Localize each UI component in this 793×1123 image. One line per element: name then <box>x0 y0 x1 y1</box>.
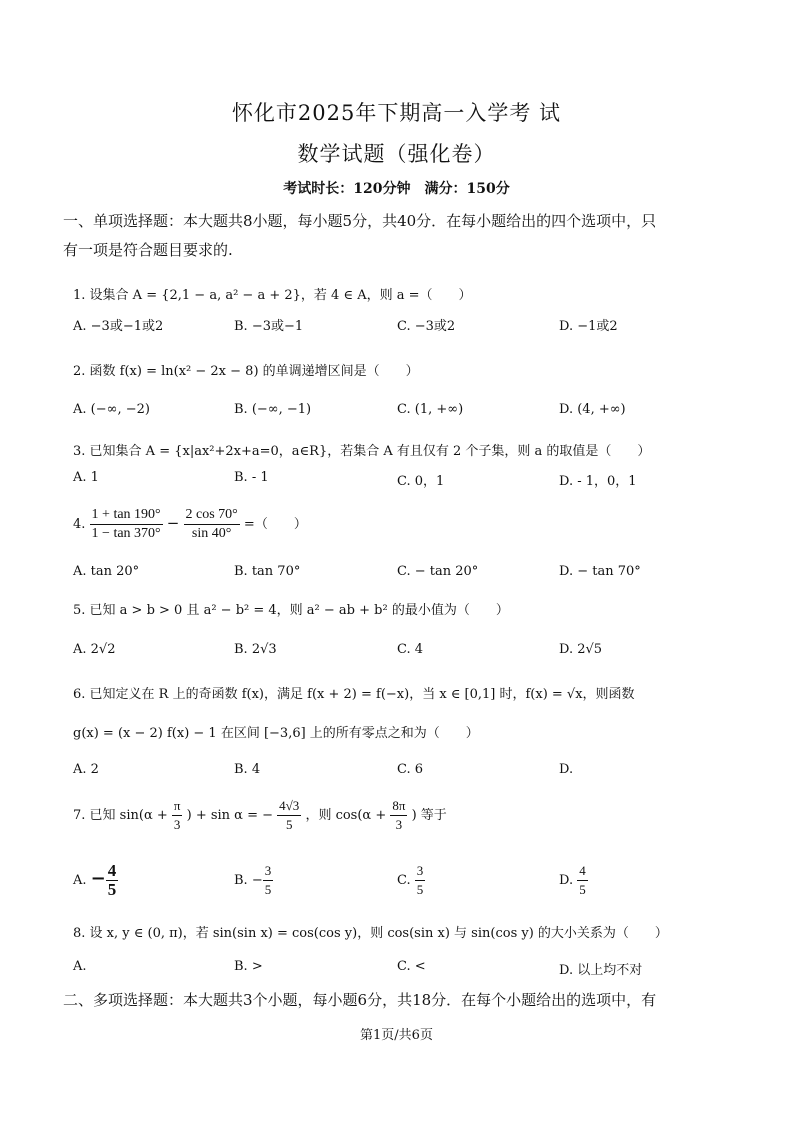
section1-heading-line1: 一、单项选择题：本大题共8小题，每小题5分，共40分．在每小题给出的四个选项中，只 <box>63 212 657 230</box>
question-4-number: 4. <box>73 517 86 532</box>
question-7-fraction-1 <box>172 797 183 834</box>
question-8-option-c: C. < <box>397 959 426 974</box>
question-4-option-d: D. − tan 70° <box>559 564 641 579</box>
question-7-option-a-denominator: 5 <box>107 880 117 899</box>
exam-title: 怀化市2025年下期高一入学考 试 <box>231 101 562 125</box>
question-7-fraction-1-numerator: π <box>172 797 183 816</box>
question-7-option-a-label: A. <box>73 873 87 888</box>
question-3-stem: 3. 已知集合 A = {x|ax²+2x+a=0，a∈R}，若集合 A 有且仅有 2 个子集，则 a 的取值是（ ） <box>73 444 651 459</box>
question-4-stem <box>73 506 307 543</box>
question-4-suffix: =（ ） <box>243 517 307 532</box>
question-5-option-c: C. 4 <box>397 642 424 657</box>
question-6-option-a: A. 2 <box>73 762 99 777</box>
question-3-option-a: A. 1 <box>73 470 99 485</box>
exam-info: 考试时长：120分钟 满分：150分 <box>283 181 510 197</box>
question-7-prefix: 7. 已知 sin(α + <box>73 808 168 823</box>
question-7-suffix: ) 等于 <box>411 808 447 823</box>
question-7-option-c-numerator: 3 <box>415 862 426 881</box>
question-6-option-c: C. 6 <box>397 762 424 777</box>
question-1-option-c: C. −3或2 <box>397 319 456 334</box>
question-7-stem <box>73 797 447 834</box>
question-6-stem-line2: g(x) = (x − 2) f(x) − 1 在区间 [−3,6] 上的所有零点之和为（ ） <box>73 726 479 741</box>
question-1-stem: 1. 设集合 A = {2,1 − a, a² − a + 2}，若 4 ∈ A，则 a =（ ） <box>73 288 472 303</box>
question-1-option-a: A. −3或−1或2 <box>73 319 164 334</box>
minus-sign: − <box>166 514 180 532</box>
question-8-stem: 8. 设 x, y ∈ (0, π)，若 sin(sin x) = cos(cos y)，则 cos(sin x) 与 sin(cos y) 的大小关系为（ ） <box>73 926 668 941</box>
question-2-option-c: C. (1, +∞) <box>397 402 464 417</box>
question-6-option-b: B. 4 <box>234 762 261 777</box>
question-1-option-b: B. −3或−1 <box>234 319 304 334</box>
question-4-fraction-1-denominator: 1 − tan 370° <box>91 526 161 541</box>
question-7-mid: ) + sin α = − <box>186 808 274 823</box>
question-7-option-a-sign: − <box>90 868 106 889</box>
question-7-option-c-label: C. <box>397 873 411 888</box>
question-7-option-b-sign: − <box>251 873 263 888</box>
question-7-option-a-fraction <box>106 862 119 899</box>
question-2-option-d: D. (4, +∞) <box>559 402 626 417</box>
question-7-fraction-1-denominator: 3 <box>173 817 181 832</box>
question-7-option-d-fraction <box>577 862 588 899</box>
question-2-option-b: B. (−∞, −1) <box>234 402 312 417</box>
exam-subtitle: 数学试题（强化卷） <box>297 142 496 166</box>
question-7-fraction-2-denominator: 5 <box>285 817 293 832</box>
question-7-option-d-label: D. <box>559 873 574 888</box>
question-8-option-a: A. <box>73 959 87 974</box>
question-4-fraction-2-numerator: 2 cos 70° <box>184 506 240 525</box>
question-7-option-d <box>559 862 588 899</box>
question-3-option-d: D. - 1，0，1 <box>559 474 637 489</box>
question-5-option-b: B. 2√3 <box>234 642 277 657</box>
question-7-option-a <box>73 862 118 899</box>
question-4-fraction-1-numerator: 1 + tan 190° <box>90 506 163 525</box>
question-7-option-c-fraction <box>415 862 426 899</box>
question-7-option-b <box>234 862 273 899</box>
question-7-option-c <box>397 862 425 899</box>
question-7-fraction-3-denominator: 3 <box>395 817 403 832</box>
question-4-fraction-2-denominator: sin 40° <box>191 526 232 541</box>
question-7-option-c-denominator: 5 <box>416 882 424 897</box>
question-7-option-a-numerator: 4 <box>107 861 117 880</box>
question-7-option-d-denominator: 5 <box>579 882 586 897</box>
question-5-option-d: D. 2√5 <box>559 642 603 657</box>
question-4-fraction-1 <box>90 506 163 543</box>
question-2-option-a: A. (−∞, −2) <box>73 402 150 417</box>
question-7-option-d-numerator: 4 <box>577 862 588 881</box>
question-2-stem: 2. 函数 f(x) = ln(x² − 2x − 8) 的单调递增区间是（ ） <box>73 364 419 379</box>
question-1-option-d: D. −1或2 <box>559 319 618 334</box>
question-8-option-b: B. > <box>234 959 263 974</box>
section2-heading-line1: 二、多项选择题：本大题共3个小题，每小题6分，共18分．在每个小题给出的选项中，有 <box>63 991 657 1009</box>
question-7-option-b-numerator: 3 <box>263 862 274 881</box>
question-3-option-b: B. - 1 <box>234 470 269 485</box>
question-7-option-b-label: B. <box>234 873 248 888</box>
page-number: 第1页/共6页 <box>360 1028 433 1043</box>
question-7-fraction-3 <box>390 797 407 834</box>
question-7-fraction-3-numerator: 8π <box>390 797 407 816</box>
question-6-option-d: D. <box>559 762 574 777</box>
question-7-option-b-denominator: 5 <box>264 882 272 897</box>
question-4-option-c: C. − tan 20° <box>397 564 479 579</box>
question-7-fraction-2 <box>277 797 301 834</box>
question-5-stem: 5. 已知 a > b > 0 且 a² − b² = 4，则 a² − ab + b² 的最小值为（ ） <box>73 603 509 618</box>
section1-heading-line2: 有一项是符合题目要求的. <box>63 241 233 259</box>
question-4-fraction-2 <box>184 506 240 543</box>
question-7-option-b-fraction <box>263 862 274 899</box>
question-6-stem-line1: 6. 已知定义在 R 上的奇函数 f(x)，满足 f(x + 2) = f(−x)，当 x ∈ [0,1] 时，f(x) = √x，则函数 <box>73 687 635 702</box>
question-5-option-a: A. 2√2 <box>73 642 116 657</box>
question-3-option-c: C. 0，1 <box>397 474 445 489</box>
question-7-mid2: ，则 cos(α + <box>305 808 387 823</box>
question-7-fraction-2-numerator: 4√3 <box>277 797 301 816</box>
question-4-option-a: A. tan 20° <box>73 564 140 579</box>
question-4-option-b: B. tan 70° <box>234 564 301 579</box>
question-8-option-d: D. 以上均不对 <box>559 963 643 978</box>
